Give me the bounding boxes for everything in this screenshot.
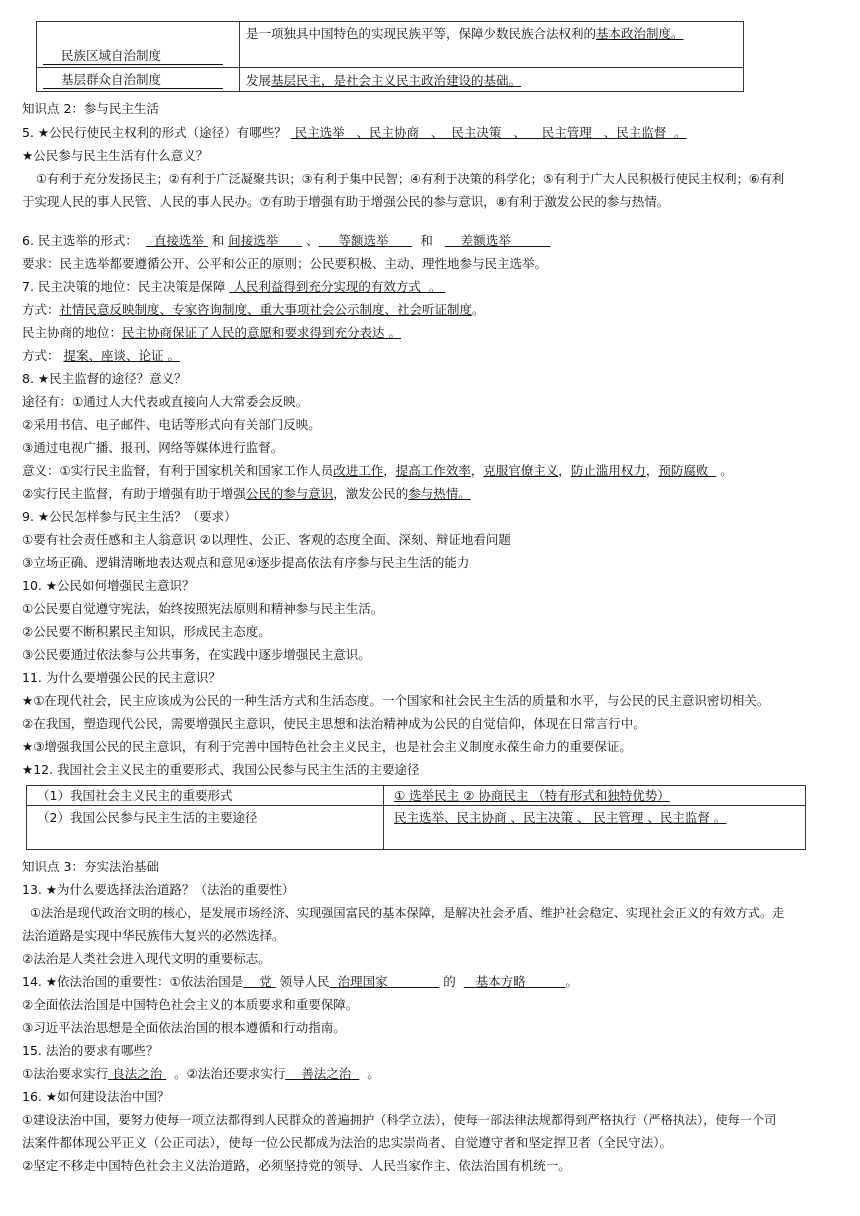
answer-blank: 民主选举、民主协商 、民主决策 、 民主管理 、民主监督 。 (394, 810, 727, 825)
answer-blank: 社情民意反映制度、专家咨询制度、重大事项社会公示制度、社会听证制度 (59, 302, 473, 317)
answer-blank: 间接选举 (228, 233, 279, 248)
question-14 (22, 974, 578, 990)
table-cell: （1）我国社会主义民主的重要形式 (27, 786, 384, 806)
answer-blank: ① 选举民主 ② 协商民主 （特有形式和独特优势） (394, 787, 670, 803)
answer-blank: 提案、座谈、论证 (63, 348, 164, 363)
answer-blank: 直接选举 (153, 233, 204, 248)
question-title: ★公民参与民主生活有什么意义？ (22, 148, 209, 163)
question-6 (22, 233, 550, 249)
question-title: ★12. 我国社会主义民主的重要形式、我国公民参与民主生活的主要途径 (22, 762, 420, 777)
paragraph-line: ①公民要自觉遵守宪法，始终按照宪法原则和精神参与民主生活。 (22, 601, 384, 616)
answer-blank: 民主监督 (616, 125, 667, 140)
table-row (27, 806, 806, 850)
answer-blank: 防止滥用权力 (570, 463, 646, 478)
text: 。 (565, 974, 578, 989)
paragraph-line: ①要有社会责任感和主人翁意识 ②以理性、公正、客观的态度全面、深刻、辩证地看问题 (22, 532, 511, 547)
paragraph-line: ①有利于充分发扬民主；②有利于广泛凝聚共识；③有利于集中民智；④有利于决策的科学化；⑤有利于广大人民积极行使民主权利；⑥有利 (36, 172, 785, 186)
answer-blank: 民主选举 (294, 125, 345, 140)
answer-blank: 民主协商保证了人民的意愿和要求得到充分表达 (122, 325, 385, 340)
question-text: 5. ★公民行使民主权利的形式（途径）有哪些？ (22, 125, 287, 140)
system-desc: 是一项独具中国特色的实现民族平等，保障少数民族合法权利的 (246, 26, 597, 41)
democracy-forms-table (26, 785, 806, 850)
label: 方式： (22, 348, 60, 363)
paragraph-line: ②法治是人类社会进入现代文明的重要标志。 (22, 951, 271, 966)
section-heading: 知识点 3：夯实法治基础 (22, 859, 159, 874)
text: ，激发公民的 (333, 486, 409, 501)
paragraph-line: ②采用书信、电子邮件、电话等形式向有关部门反映。 (22, 417, 321, 432)
paragraph-line: 法治道路是实现中华民族伟大复兴的必然选择。 (22, 928, 285, 943)
label: 方式： (22, 302, 60, 317)
question-title: 9. ★公民怎样参与民主生活？（要求） (22, 509, 237, 524)
paragraph-line: ★①在现代社会，民主应该成为公民的一种生活方式和生活态度。一个国家和社会民主生活的质量和水平，与公民的民主意识密切相关。 (22, 693, 770, 708)
answer-blank: 改进工作 (333, 463, 384, 478)
table-cell: （2）我国公民参与民主生活的主要途径 (27, 806, 384, 850)
table-cell (240, 68, 744, 92)
answer-blank: 民主决策 (451, 125, 502, 140)
system-desc-underlined: 基本政治制度。 (596, 26, 684, 41)
text: 的 (443, 974, 456, 989)
table-cell (384, 806, 806, 850)
question-text: 6. 民主选举的形式： (22, 233, 138, 248)
paragraph-line: 途径有：①通过人大代表或直接向人大常委会反映。 (22, 394, 309, 409)
text: ②实行民主监督，有助于增强有助于增强 (22, 486, 246, 501)
meaning-line: 意义：①实行民主监督，有利于国家机关和国家工作人员改进工作，提高工作效率，克服官僚主义，防止滥用权力，预防腐败 。 (22, 463, 733, 478)
system-name: 基层群众自治制度 (43, 72, 223, 89)
answer-blank: 预防腐败 (658, 463, 709, 478)
paragraph-line: ③公民要通过依法参与公共事务，在实践中逐步增强民主意识。 (22, 647, 371, 662)
text: ①法治要求实行 (22, 1066, 109, 1081)
table-cell (240, 22, 744, 68)
answer-blank: 善法之治 (301, 1066, 352, 1081)
answer-blank: 党 (259, 974, 272, 989)
paragraph-line: ②全面依法治国是中国特色社会主义的本质要求和重要保障。 (22, 997, 359, 1012)
paragraph-line: ③习近平法治思想是全面依法治国的根本遵循和行动指南。 (22, 1020, 346, 1035)
paragraph-line: ①法治是现代政治文明的核心，是发展市场经济、实现强国富民的基本保障，是解决社会矛盾、维护社会稳定、实现社会正义的有效方式。走 (30, 906, 785, 920)
answer-blank: 克服官僚主义 (483, 463, 559, 478)
table-row (37, 22, 744, 68)
answer-blank: 等额选举 (338, 233, 389, 248)
separator: 、 (306, 233, 319, 248)
question-text: 7. 民主决策的地位：民主决策是保障 (22, 279, 226, 294)
meaning-line (22, 486, 471, 502)
paragraph-line: ★③增强我国公民的民主意识，有利于完善中国特色社会主义民主，也是社会主义制度永葆生命力的重要保证。 (22, 739, 632, 754)
paragraph-line: ②公民要不断积累民主知识，形成民主态度。 (22, 624, 271, 639)
section-heading: 知识点 2：参与民主生活 (22, 101, 159, 116)
system-name: 民族区域自治制度 (43, 48, 223, 65)
answer-blank: 良法之治 (112, 1066, 163, 1081)
conjunction: 和 (420, 233, 433, 248)
question-title: 11. 为什么要增强公民的民主意识？ (22, 670, 221, 685)
paragraph-line: ②坚定不移走中国特色社会主义法治道路，必须坚持党的领导、人民当家作主、依法治国有机统一。 (22, 1158, 571, 1173)
text: 意义：①实行民主监督，有利于国家机关和国家工作人员 (22, 463, 334, 478)
answer-blank: 民主协商 (369, 125, 420, 140)
question-5: 5. ★公民行使民主权利的形式（途径）有哪些？ 民主选举 、民主协商 、 民主决策 、 民主管理 、民主监督 。 (22, 125, 687, 140)
paragraph-line: 要求：民主选举都要遵循公开、公平和公正的原则；公民要积极、主动、理性地参与民主选举。 (22, 256, 548, 271)
table-cell (37, 22, 240, 68)
question-title: 13. ★为什么要选择法治道路？（法治的重要性） (22, 882, 295, 897)
question-7: 7. 民主决策的地位：民主决策是保障 人民利益得到充分实现的有效方式 。 (22, 279, 446, 294)
table-row (27, 786, 806, 806)
ways-line: 方式：社情民意反映制度、专家咨询制度、重大事项社会公示制度、社会听证制度。 (22, 302, 485, 317)
system-desc: 发展 (246, 73, 272, 88)
text: 领导人民 (279, 974, 330, 989)
answer-blank: 民主管理 (541, 125, 592, 140)
paragraph-line: ③立场正确、逻辑清晰地表达观点和意见④逐步提高依法有序参与民主生活的能力 (22, 555, 470, 570)
question-title: 16. ★如何建设法治中国？ (22, 1089, 170, 1104)
question-15 (22, 1066, 380, 1082)
text: 。②法治还要求实行 (174, 1066, 286, 1081)
question-title: 15. 法治的要求有哪些？ (22, 1043, 159, 1058)
paragraph-line: ①建设法治中国，要努力使每一项立法都得到人民群众的普遍拥护（科学立法），使每一部法律法规都得到严格执行（严格执法），使每一个司 (22, 1113, 777, 1127)
system-desc-underlined: 基层民主，是社会主义民主政治建设的基础。 (271, 73, 522, 88)
answer-blank: 公民的参与意识 (245, 486, 334, 501)
consult-line: 民主协商的地位：民主协商保证了人民的意愿和要求得到充分表达 。 (22, 325, 402, 340)
table-cell (384, 786, 806, 806)
answer-blank: 治理国家 (337, 974, 388, 989)
system-table (36, 21, 744, 92)
text: 。 (367, 1066, 380, 1081)
question-title: 10. ★公民如何增强民主意识？ (22, 578, 195, 593)
answer-blank: 参与热情。 (408, 486, 471, 501)
answer-blank: 人民利益得到充分实现的有效方式 (233, 279, 421, 294)
ways-line: 方式： 提案、座谈、论证 。 (22, 348, 180, 363)
paragraph-line: ②在我国，塑造现代公民，需要增强民主意识，使民主思想和法治精神成为公民的自觉信仰，体现在日常言行中。 (22, 716, 646, 731)
paragraph-line: 于实现人民的事人民管、人民的事人民办。⑦有助于增强有助于增强公民的参与意识，⑧有利于激发公民的参与热情。 (22, 194, 670, 209)
table-cell (37, 68, 240, 92)
answer-blank: 差额选举 (460, 233, 511, 248)
table-row (37, 68, 744, 92)
label: 民主协商的地位： (22, 325, 123, 340)
conjunction: 和 (211, 233, 225, 248)
question-title: 8. ★民主监督的途径？意义？ (22, 371, 187, 386)
answer-blank: 提高工作效率 (395, 463, 471, 478)
answer-blank: 基本方略 (475, 974, 526, 989)
paragraph-line: ③通过电视广播、报刊、网络等媒体进行监督。 (22, 440, 284, 455)
paragraph-line: 法案件都体现公平正义（公正司法），使每一位公民都成为法治的忠实崇尚者、自觉遵守者和坚定捍卫者（全民守法）。 (22, 1135, 673, 1150)
question-text: 14. ★依法治国的重要性：①依法治国是 (22, 974, 244, 989)
